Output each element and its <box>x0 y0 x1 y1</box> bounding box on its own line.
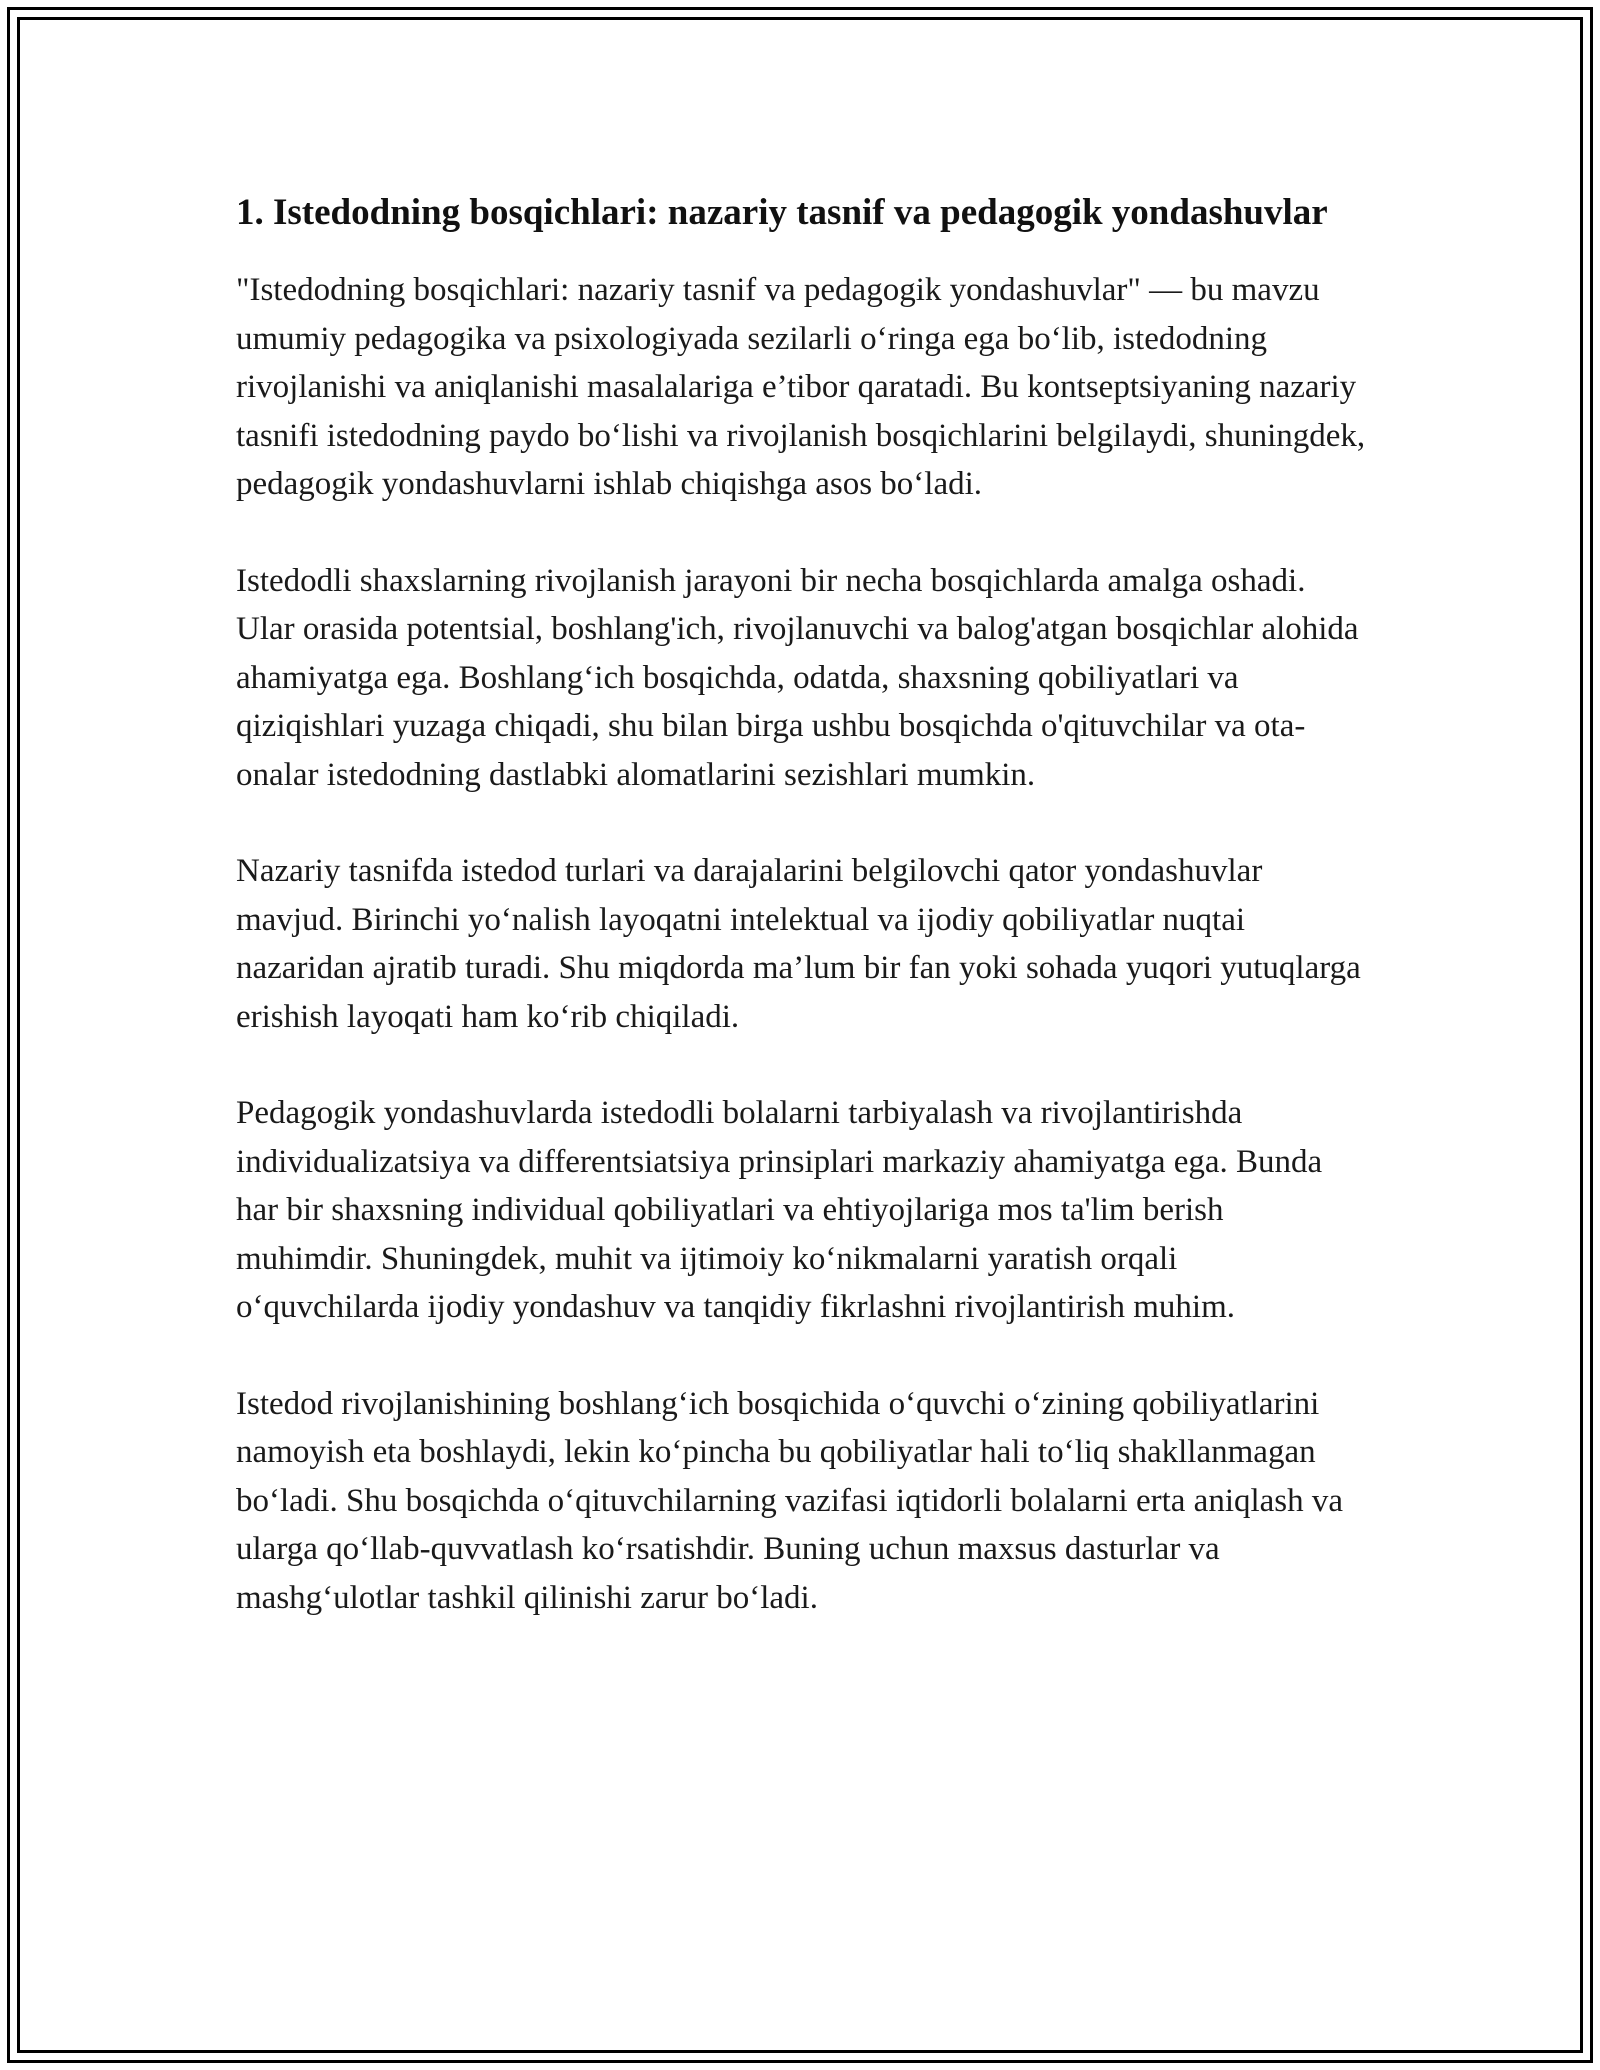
paragraph-3: Nazariy tasnifda istedod turlari va darajalarini belgilovchi qator yondashuvlar mavjud. Birinchi yo‘nalish layoqatni intelektual va ijodiy qobiliyatlar nuqtai nazaridan ajratib turadi. Shu miqdorda ma’lum bir fan yoki sohada yuqori yutuqlarga erishish layoqati ham ko‘rib chiqiladi. <box>236 853 1361 1035</box>
paragraph-4: Pedagogik yondashuvlarda istedodli bolalarni tarbiyalash va rivojlantirishda individualizatsiya va differentsiatsiya prinsiplari markaziy ahamiyatga ega. Bunda har bir shaxsning individual qobiliyatlari va ehtiyojlariga mos ta'lim berish muhimdir. Shuningdek, muhit va ijtimoiy ko‘nikmalarni yaratish orqali o‘quvchilarda ijodiy yondashuv va tanqidiy fikrlashni rivojlantirish muhim. <box>236 1095 1323 1325</box>
document-body <box>236 186 1366 1670</box>
paragraph-1: "Istedodning bosqichlari: nazariy tasnif va pedagogik yondashuvlar" — bu mavzu umumiy pedagogika va psixologiyada sezilarli o‘ringa ega bo‘lib, istedodning rivojlanishi va aniqlanishi masalalariga e’tibor qaratadi. Bu kontseptsiyaning nazariy tasnifi istedodning paydo bo‘lishi va rivojlanish bosqichlarini belgilaydi, shuningdek, pedagogik yondashuvlarni ishlab chiqishga asos bo‘ladi. <box>236 272 1366 502</box>
section-title: 1. Istedodning bosqichlari: nazariy tasnif va pedagogik yondashuvlar <box>236 192 1328 233</box>
paragraph-5: Istedod rivojlanishining boshlang‘ich bosqichida o‘quvchi o‘zining qobiliyatlarini namoyish eta boshlaydi, lekin ko‘pincha bu qobiliyatlar hali to‘liq shakllanmagan bo‘ladi. Shu bosqichda o‘qituvchilarning vazifasi iqtidorli bolalarni erta aniqlash va ularga qo‘llab-quvvatlash ko‘rsatishdir. Buning uchun maxsus dasturlar va mashg‘ulotlar tashkil qilinishi zarur bo‘ladi. <box>236 1385 1344 1616</box>
paragraph-2: Istedodli shaxslarning rivojlanish jarayoni bir necha bosqichlarda amalga oshadi. Ular orasida potentsial, boshlang'ich, rivojlanuvchi va balog'atgan bosqichlar alohida ahamiyatga ega. Boshlang‘ich bosqichda, odatda, shaxsning qobiliyatlari va qiziqishlari yuzaga chiqadi, shu bilan birga ushbu bosqichda o'qituvchilar va ota-onalar istedodning dastlabki alomatlarini sezishlari mumkin. <box>236 562 1359 793</box>
